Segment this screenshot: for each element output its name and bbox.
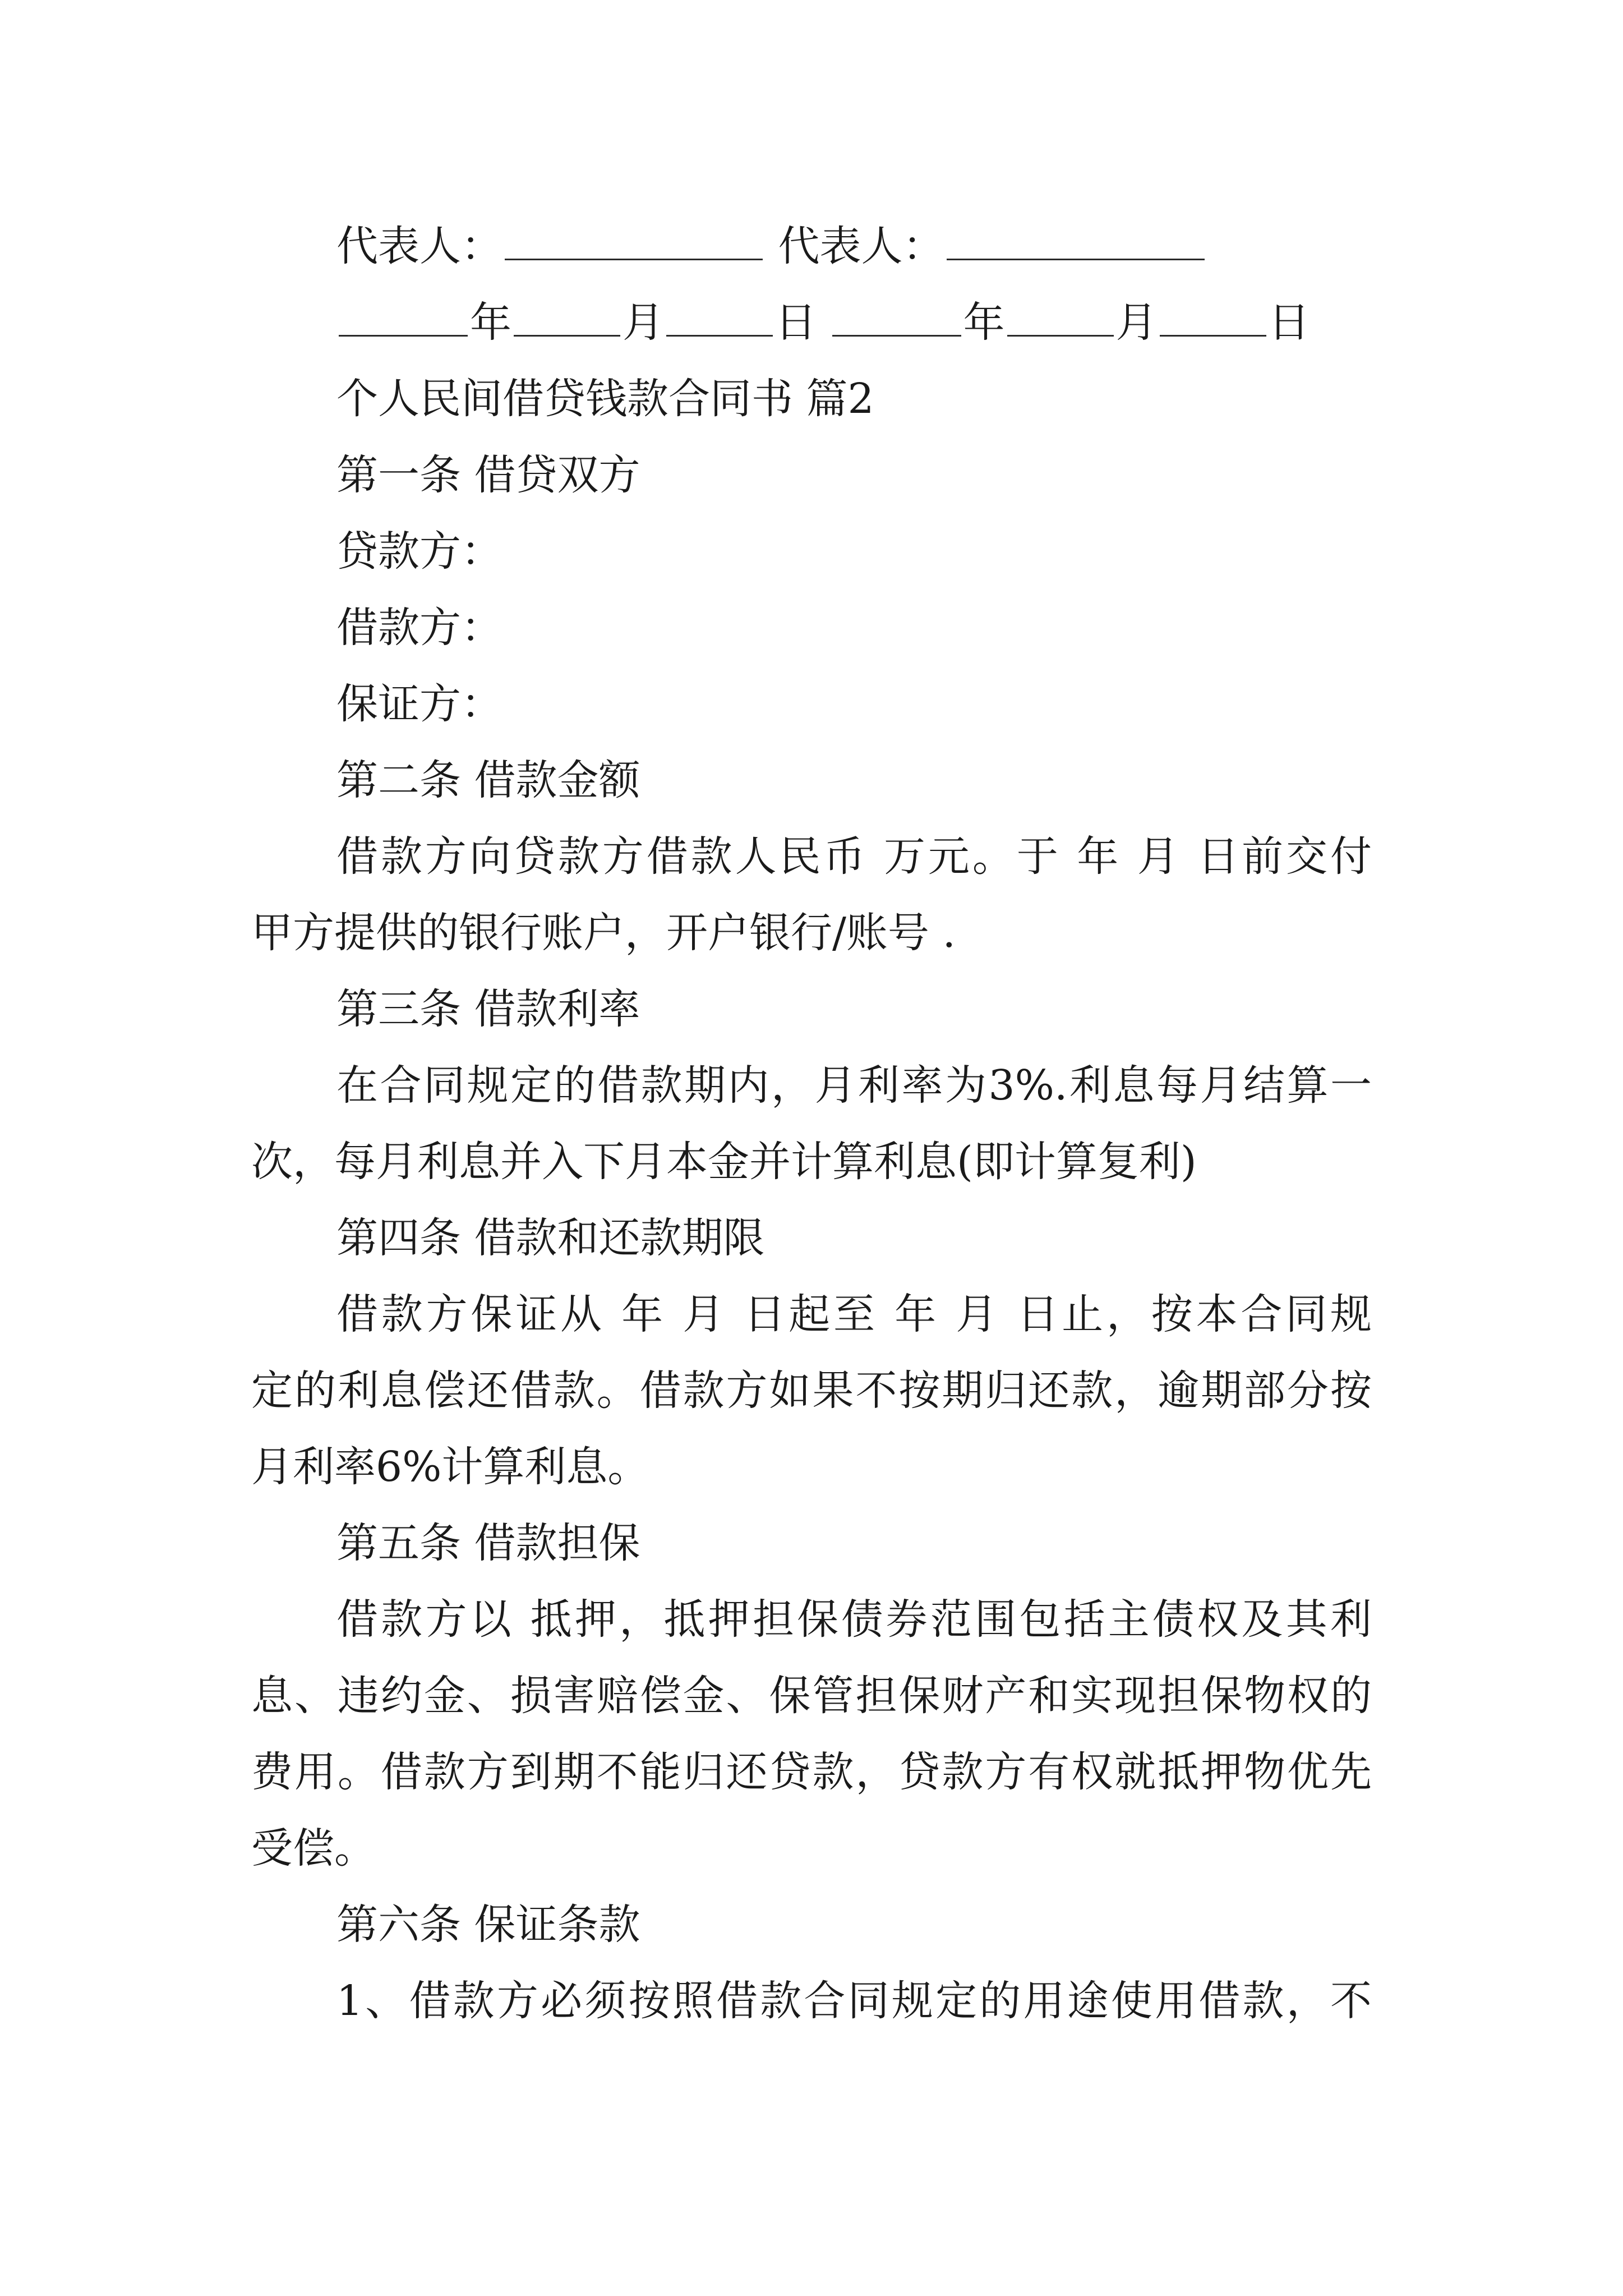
- article-3-text-line: 在合同规定的借款期内，月利率为3%.利息每月结算一: [336, 1061, 1372, 1110]
- day-label: 日: [775, 298, 817, 347]
- representative-line: [0, 208, 1623, 285]
- month-blank: [514, 293, 620, 337]
- article-2-heading: 第二条 借款金额: [336, 756, 640, 804]
- day-label: 日: [1268, 298, 1310, 347]
- article-4-text-line: 定的利息偿还借款。借款方如果不按期归还款，逾期部分按: [251, 1366, 1372, 1415]
- representative-blank-party-a: [505, 217, 763, 260]
- article-5-text-line: 息、违约金、损害赔偿金、保管担保财产和实现担保物权的: [251, 1672, 1372, 1720]
- guarantor-field: 保证方：: [336, 680, 502, 728]
- article-4-text-line: 月利率6%计算利息。: [251, 1443, 649, 1491]
- contract-title: 个人民间借贷钱款合同书 篇2: [336, 375, 874, 423]
- article-5-text-line: 费用。借款方到期不能归还贷款，贷款方有权就抵押物优先: [251, 1748, 1372, 1796]
- representative-label-party-a: 代表人：: [336, 222, 502, 270]
- article-3-text-line: 次，每月利息并入下月本金并计算利息(即计算复利): [251, 1138, 1197, 1186]
- year-blank: [339, 293, 468, 337]
- article-2-text-line: 甲方提供的银行账户，开户银行/账号 .: [251, 909, 956, 957]
- article-5-text-line: 借款方以 抵押，抵押担保债券范围包括主债权及其利: [336, 1595, 1372, 1644]
- month-label: 月: [1115, 298, 1158, 347]
- lender-field: 贷款方：: [336, 527, 502, 576]
- article-4-text-line: 借款方保证从 年 月 日起至 年 月 日止，按本合同规: [336, 1290, 1372, 1338]
- article-4-heading: 第四条 借款和还款期限: [336, 1214, 765, 1262]
- day-blank: [1160, 293, 1266, 337]
- year-label: 年: [963, 298, 1005, 347]
- day-blank: [666, 293, 773, 337]
- month-blank: [1007, 293, 1114, 337]
- article-5-text-line: 受偿。: [251, 1824, 376, 1872]
- borrower-field: 借款方：: [336, 604, 502, 652]
- month-label: 月: [623, 298, 664, 347]
- article-2-text-line: 借款方向贷款方借款人民币 万元。于 年 月 日前交付: [336, 832, 1372, 881]
- article-3-heading: 第三条 借款利率: [336, 985, 640, 1033]
- date-line: [0, 284, 1623, 361]
- year-blank: [832, 293, 961, 337]
- representative-label-party-b: 代表人：: [778, 222, 944, 270]
- representative-blank-party-b: [947, 217, 1205, 260]
- article-6-text-line: 1、借款方必须按照借款合同规定的用途使用借款，不: [336, 1977, 1372, 2025]
- article-1-heading: 第一条 借贷双方: [336, 451, 640, 499]
- year-label: 年: [470, 298, 511, 347]
- article-5-heading: 第五条 借款担保: [336, 1519, 640, 1567]
- article-6-heading: 第六条 保证条款: [336, 1901, 640, 1949]
